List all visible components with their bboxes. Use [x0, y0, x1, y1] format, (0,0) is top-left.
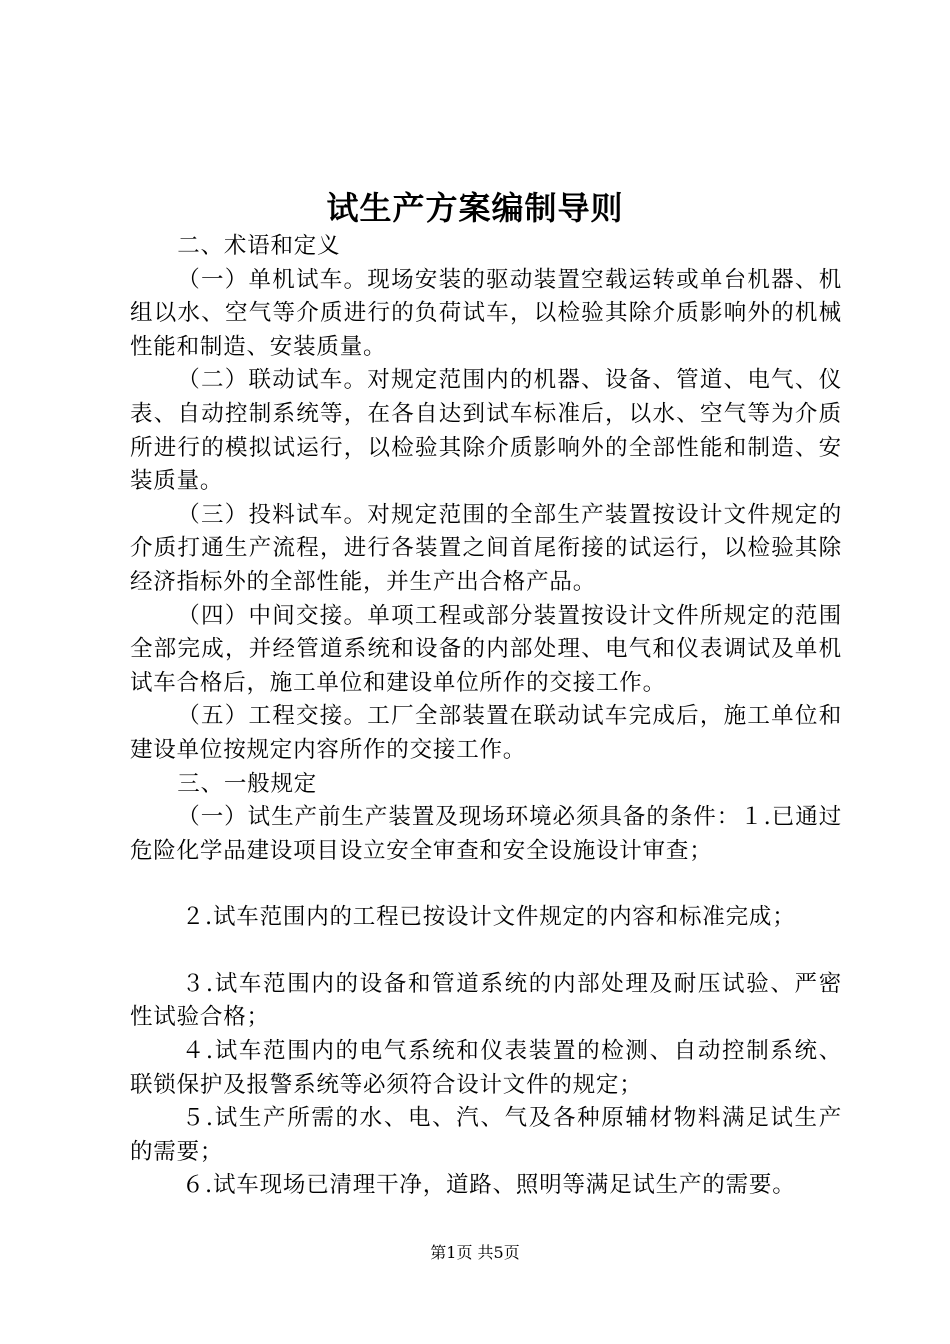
condition-item: ５.试生产所需的水、电、汽、气及各种原辅材物料满足试生产的需要；: [130, 1105, 842, 1165]
condition-item: ４.试车范围内的电气系统和仪表装置的检测、自动控制系统、联锁保护及报警系统等必须符合设计文件的规定；: [130, 1038, 842, 1098]
blank-line: [130, 935, 842, 968]
definition-paragraph: （四）中间交接。单项工程或部分装置按设计文件所规定的范围全部完成，并经管道系统和设备的内部处理、电气和仪表调试及单机试车合格后，施工单位和建设单位所作的交接工作。: [130, 602, 842, 696]
condition-item: ２.试车范围内的工程已按设计文件规定的内容和标准完成；: [181, 904, 796, 931]
page-number-footer: 第1页 共5页: [430, 1243, 520, 1262]
definition-paragraph: （二）联动试车。对规定范围内的机器、设备、管道、电气、仪表、自动控制系统等，在各自达到试车标准后，以水、空气等为介质所进行的模拟试运行，以检验其除介质影响外的全部性能和制造、安装质量。: [130, 367, 842, 495]
condition-paragraph: （一）试生产前生产装置及现场环境必须具备的条件：１.已通过危险化学品建设项目设立安全审查和安全设施设计审查；: [130, 804, 842, 864]
condition-item: ６.试车现场已清理干净，道路、照明等满足试生产的需要。: [181, 1172, 796, 1199]
section-heading-terms: 二、术语和定义: [177, 233, 341, 259]
definition-paragraph: （五）工程交接。工厂全部装置在联动试车完成后，施工单位和建设单位按规定内容所作的交接工作。: [130, 703, 842, 763]
document-body: [130, 230, 842, 1203]
condition-item: ３.试车范围内的设备和管道系统的内部处理及耐压试验、严密性试验合格；: [130, 970, 842, 1031]
blank-line: [130, 868, 842, 901]
document-title: 试生产方案编制导则: [326, 189, 624, 227]
definition-paragraph: （三）投料试车。对规定范围的全部生产装置按设计文件规定的介质打通生产流程，进行各装置之间首尾衔接的试运行，以检验其除经济指标外的全部性能，并生产出合格产品。: [130, 501, 842, 595]
definition-paragraph: （一）单机试车。现场安装的驱动装置空载运转或单台机器、机组以水、空气等介质进行的负荷试车，以检验其除介质影响外的机械性能和制造、安装质量。: [130, 266, 842, 360]
section-heading-general: 三、一般规定: [177, 770, 318, 797]
